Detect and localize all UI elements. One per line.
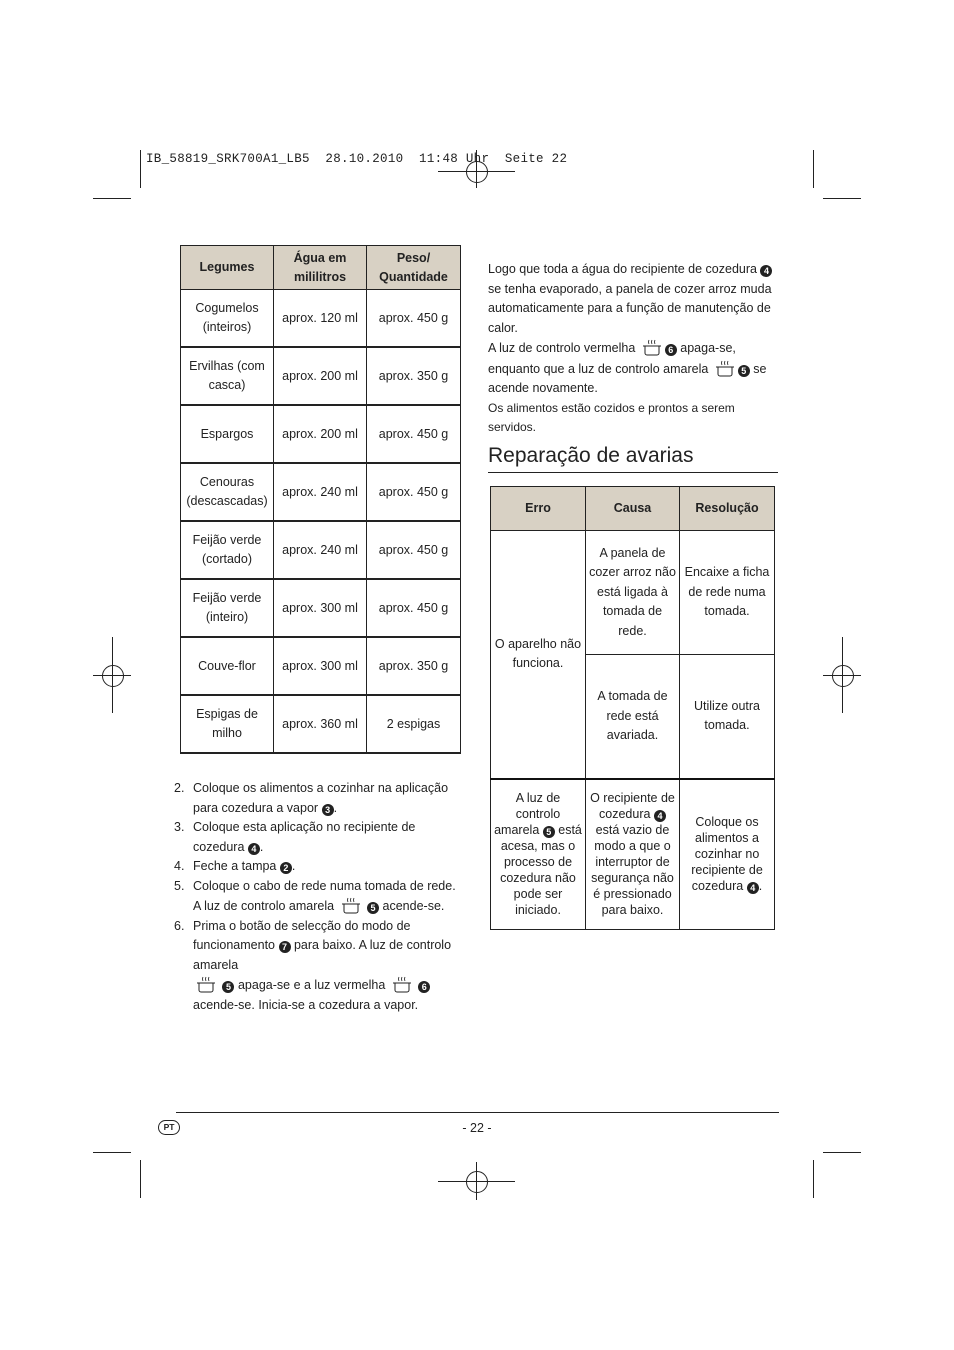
part-number-badge: 4 [654, 810, 666, 822]
table-cell: aprox. 200 ml [274, 347, 367, 405]
step-text: Coloque o cabo de rede numa tomada de rede. A luz de controlo amarela [193, 878, 456, 913]
cooking-pot-icon [392, 975, 412, 993]
step-number: 5. [174, 878, 185, 893]
table-cell: aprox. 450 g [367, 521, 461, 579]
table-cell: aprox. 350 g [367, 347, 461, 405]
text: se acende novamente. [488, 361, 767, 395]
table-cell: aprox. 120 ml [274, 290, 367, 348]
column-header: Resolução [680, 487, 775, 531]
column-header: Erro [491, 487, 586, 531]
table-row [181, 463, 461, 521]
table-row [181, 579, 461, 637]
list-item [174, 857, 466, 877]
table-cell: aprox. 450 g [367, 405, 461, 463]
part-number-badge: 5 [367, 902, 379, 914]
part-number-badge: 2 [280, 862, 292, 874]
crop-mark [93, 1152, 131, 1153]
text: está acesa, mas o processo de cozedura não pode ser iniciado. [500, 823, 582, 918]
list-item [174, 917, 466, 1016]
table-row [491, 779, 775, 930]
cooking-pot-icon [642, 338, 662, 356]
print-header: IB_58819_SRK700A1_LB5 28.10.2010 11:48 Uhr Seite 22 [146, 152, 568, 166]
text: O recipiente de cozedura [590, 791, 675, 822]
list-item [174, 877, 466, 917]
table-cell: Cenouras (descascadas) [181, 463, 274, 521]
table-cell [680, 779, 775, 930]
cooking-pot-icon [715, 359, 735, 377]
text: se tenha evaporado, a panela de cozer arroz muda automaticamente para a função de manutenção de calor. [488, 281, 772, 335]
step-text: . [333, 800, 338, 815]
step-text: acende-se. Inicia-se a cozedura a vapor. [193, 997, 419, 1012]
table-row [181, 695, 461, 753]
paragraph [488, 260, 778, 338]
column-header: Peso/ Quantidade [367, 246, 461, 290]
part-number-badge: 5 [738, 365, 750, 377]
table-cell: aprox. 360 ml [274, 695, 367, 753]
page-number: - 22 - [462, 1121, 492, 1135]
crop-mark [93, 198, 131, 199]
part-number-badge: 6 [418, 981, 430, 993]
instruction-steps [174, 779, 466, 1015]
step-text: . [259, 839, 264, 854]
crop-mark [140, 150, 141, 188]
step-number: 6. [174, 918, 185, 933]
table-cell [491, 779, 586, 930]
table-cell: aprox. 240 ml [274, 521, 367, 579]
footer-divider [176, 1112, 779, 1113]
crop-mark [823, 198, 861, 199]
step-text: . [291, 859, 296, 873]
table-row [181, 290, 461, 348]
column-header: Água em mililitros [274, 246, 367, 290]
table-cell [586, 779, 680, 930]
cooking-pot-icon [341, 896, 361, 914]
table-row [181, 405, 461, 463]
table-cell: Ervilhas (com casca) [181, 347, 274, 405]
step-number: 4. [174, 859, 185, 873]
part-number-badge: 3 [322, 804, 334, 816]
language-badge: PT [158, 1120, 180, 1135]
crop-mark [823, 1152, 861, 1153]
cooking-pot-icon [196, 975, 216, 993]
table-cell: aprox. 450 g [367, 463, 461, 521]
table-cell: aprox. 450 g [367, 290, 461, 348]
vegetables-table [180, 245, 461, 754]
step-text: acende-se. [382, 899, 445, 913]
step-text: Coloque esta aplicação no recipiente de cozedura [193, 820, 416, 854]
step-text: Coloque os alimentos a cozinhar na aplicação para cozedura a vapor [193, 781, 449, 815]
table-cell: aprox. 200 ml [274, 405, 367, 463]
table-cell: Utilize outra tomada. [680, 655, 775, 779]
step-number: 3. [174, 820, 185, 834]
crop-mark [140, 1160, 141, 1198]
step-text: Prima o botão de selecção do modo de funcionamento [193, 918, 411, 952]
table-cell: aprox. 350 g [367, 637, 461, 695]
section-title: Reparação de avarias [488, 444, 778, 473]
text: apaga-se, enquanto que a luz de controlo amarela [488, 341, 736, 376]
table-header-row [181, 246, 461, 290]
part-number-badge: 4 [760, 265, 772, 277]
list-item [174, 818, 466, 857]
table-row [491, 531, 775, 655]
table-cell: Feijão verde (cortado) [181, 521, 274, 579]
table-cell: 2 espigas [367, 695, 461, 753]
table-cell: Espargos [181, 405, 274, 463]
table-cell: Encaixe a ficha de rede numa tomada. [680, 531, 775, 655]
step-number: 2. [174, 781, 185, 795]
part-number-badge: 4 [747, 882, 759, 894]
table-cell: Feijão verde (inteiro) [181, 579, 274, 637]
table-header-row [491, 487, 775, 531]
paragraph: Os alimentos estão cozidos e prontos a serem servidos. [488, 400, 735, 434]
part-number-badge: 6 [665, 344, 677, 356]
list-item [174, 779, 466, 818]
table-row [181, 637, 461, 695]
crop-mark [813, 1160, 814, 1198]
table-cell: aprox. 300 ml [274, 579, 367, 637]
text: Logo que toda a água do recipiente de cozedura [488, 262, 757, 276]
crop-mark [813, 150, 814, 188]
step-text: Feche a tampa [193, 859, 277, 873]
column-header: Causa [586, 487, 680, 531]
text: . [758, 879, 763, 894]
table-cell: aprox. 450 g [367, 579, 461, 637]
table-row [181, 347, 461, 405]
table-cell: O aparelho não funciona. [491, 531, 586, 779]
part-number-badge: 4 [248, 843, 260, 855]
troubleshooting-table [490, 486, 775, 930]
paragraph [488, 338, 778, 399]
part-number-badge: 5 [222, 981, 234, 993]
part-number-badge: 7 [279, 941, 291, 953]
table-cell: Couve-flor [181, 637, 274, 695]
column-header: Legumes [181, 246, 274, 290]
step-text: para baixo. A luz de controlo amarela [193, 938, 452, 972]
step-text: apaga-se e a luz vermelha [237, 978, 386, 992]
text: A luz de controlo amarela [494, 791, 561, 838]
table-cell: Cogumelos (inteiros) [181, 290, 274, 348]
text: A luz de controlo vermelha [488, 341, 636, 355]
text: está vazio de modo a que o interruptor de segurança não é pressionado para baixo. [591, 823, 674, 918]
intro-text [488, 260, 778, 438]
text: Coloque os alimentos a cozinhar no recipiente de cozedura [691, 815, 763, 894]
table-cell: A tomada de rede está avariada. [586, 655, 680, 779]
table-row [181, 521, 461, 579]
table-cell: aprox. 240 ml [274, 463, 367, 521]
part-number-badge: 5 [543, 826, 555, 838]
table-cell: aprox. 300 ml [274, 637, 367, 695]
table-cell: Espigas de milho [181, 695, 274, 753]
table-cell: A panela de cozer arroz não está ligada à tomada de rede. [586, 531, 680, 655]
